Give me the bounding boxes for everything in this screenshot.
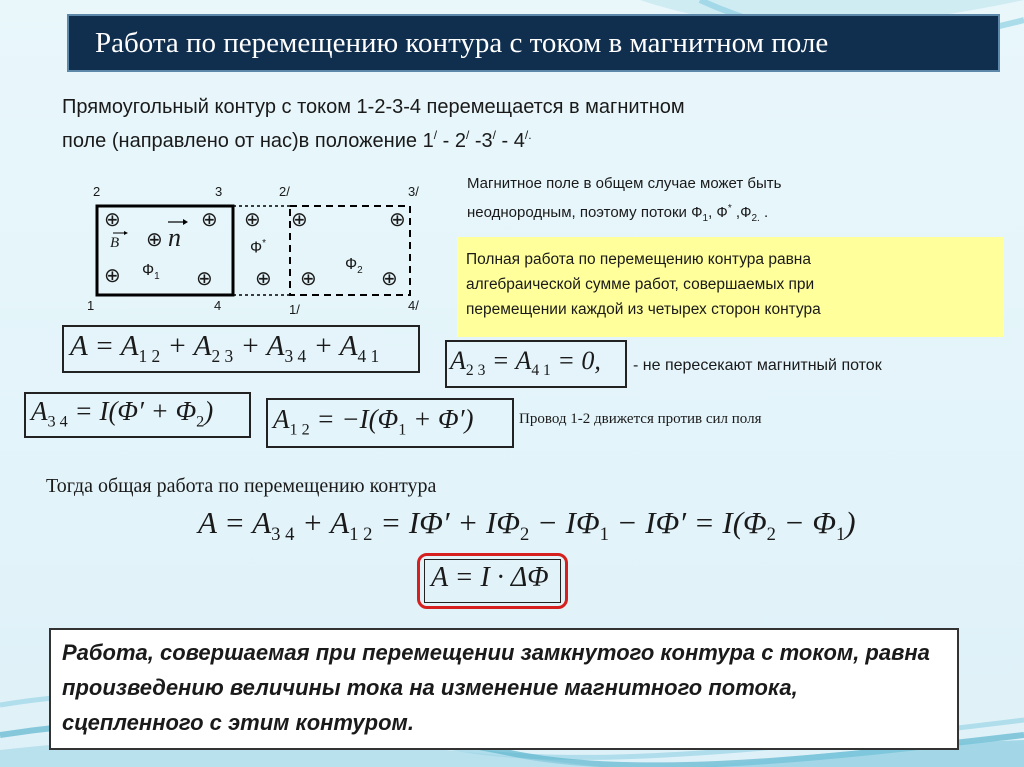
field-into-page-icon: ⊕ xyxy=(201,209,218,231)
field-into-page-icon: ⊕ xyxy=(389,209,406,231)
prime-3: / xyxy=(492,128,496,142)
eq-a12-close: + Φ′) xyxy=(406,404,474,434)
field-into-page-icon: ⊕ xyxy=(146,229,163,251)
eq-a12-a: A xyxy=(273,404,290,434)
tw-p7: ) xyxy=(845,505,856,540)
conclusion-text: Работа, совершаемая при перемещении замкнутого контура с током, равна произведению величины тока на изменение магнитного потока, сцепленного с этим контуром. xyxy=(62,640,930,735)
eq-a12-sub1: 1 xyxy=(398,420,407,439)
field-into-page-icon: ⊕ xyxy=(291,209,308,231)
note-mid-2: ,Ф xyxy=(731,204,752,221)
note-star: * xyxy=(727,203,732,214)
corner-1: 1 xyxy=(87,298,95,313)
prime-end: /. xyxy=(524,128,532,142)
equation-a12 xyxy=(273,404,473,439)
eq-zero: = 0, xyxy=(550,346,601,375)
phi2-sub: 2 xyxy=(357,265,363,277)
highlight-line-2: алгебраической сумме работ, совершаемых при xyxy=(466,276,815,293)
eq-a23-eq: = xyxy=(485,346,516,375)
field-into-page-icon: ⊕ xyxy=(381,268,398,290)
eq-a34-close: ) xyxy=(204,396,214,426)
tw-s4: 1 xyxy=(599,524,609,546)
eq-a34: A xyxy=(266,330,285,362)
note-sub-1: 1 xyxy=(702,213,709,224)
equation-a34 xyxy=(31,396,213,431)
sep-3: -3 xyxy=(469,130,493,152)
eq-a41: A xyxy=(339,330,358,362)
result-equation: A = I · ΔΦ xyxy=(431,562,549,593)
equation-total-work xyxy=(198,505,856,546)
tw-s1: 3 4 xyxy=(271,524,295,546)
eq-plus2: + xyxy=(233,330,267,362)
eq-a34-a: A xyxy=(31,396,48,426)
tw-s5: 2 xyxy=(766,524,776,546)
flux-phi1-label xyxy=(142,262,160,282)
eq-a12: A xyxy=(120,330,139,362)
note-line-2 xyxy=(467,203,768,224)
tw-s2: 1 2 xyxy=(349,524,373,546)
intro-line-2 xyxy=(62,130,532,153)
corner-4-prime: 4/ xyxy=(408,298,419,313)
flux-phi2-label xyxy=(345,256,363,276)
equation-a23-zero xyxy=(450,346,601,380)
eq-a23-a: A xyxy=(450,346,466,375)
note-end: . xyxy=(759,204,769,221)
sep-4: - 4 xyxy=(495,130,525,152)
tw-p4: − IΦ xyxy=(529,505,600,540)
phi2-symbol: Ф xyxy=(345,256,358,273)
tw-p6: − Φ xyxy=(775,505,836,540)
field-into-page-icon: ⊕ xyxy=(300,268,317,290)
eq-sub41: 4 1 xyxy=(357,345,380,366)
eq-plus1: + xyxy=(160,330,194,362)
corner-3-prime: 3/ xyxy=(408,184,419,199)
tw-p1: A = A xyxy=(198,505,272,540)
note-line-1: Магнитное поле в общем случае может быть xyxy=(467,175,782,192)
normal-n-label: n xyxy=(168,223,181,252)
eq-plus3: + xyxy=(306,330,340,362)
eq-a12-rest: = −I(Φ xyxy=(309,404,399,434)
eq-a: A xyxy=(70,330,88,362)
eq-sub12: 1 2 xyxy=(138,345,161,366)
eq-a34-sub2: 2 xyxy=(196,412,205,431)
eq-equals: = xyxy=(87,330,121,362)
note-line-2-text: неоднородным, поэтому потоки Ф xyxy=(467,204,703,221)
field-into-page-icon: ⊕ xyxy=(196,268,213,290)
tw-s3: 2 xyxy=(519,524,530,546)
corner-3: 3 xyxy=(215,184,223,199)
eq-a12-sub: 1 2 xyxy=(289,420,310,439)
eq-a41-a: A xyxy=(515,346,532,375)
wire-note: Провод 1-2 движется против сил поля xyxy=(519,411,762,427)
tw-p3: = IΦ′ + IΦ xyxy=(372,505,520,540)
eq-a23-sub: 2 3 xyxy=(465,362,486,380)
tw-s6: 1 xyxy=(836,524,846,546)
prime-2: / xyxy=(465,128,470,142)
corner-2: 2 xyxy=(93,184,101,199)
sep-2: - 2 xyxy=(437,130,466,152)
note-mid-1: , Ф xyxy=(708,204,728,221)
eq-a41-sub: 4 1 xyxy=(531,362,551,380)
then-text: Тогда общая работа по перемещению контура xyxy=(46,475,437,497)
eq-a34-rest: = I(Φ′ + Φ xyxy=(67,396,197,426)
note-sub-2: 2. xyxy=(751,213,760,224)
phi1-symbol: Ф xyxy=(142,262,155,279)
corner-1-prime: 1/ xyxy=(289,302,300,317)
eq-sub23: 2 3 xyxy=(211,345,234,366)
field-into-page-icon: ⊕ xyxy=(255,268,272,290)
eq-a23: A xyxy=(193,330,212,362)
corner-4: 4 xyxy=(214,298,222,313)
intro-line-1: Прямоугольный контур с током 1-2-3-4 перемещается в магнитном xyxy=(62,96,685,118)
vector-b-label: B xyxy=(110,235,120,251)
tw-p2: + A xyxy=(294,505,350,540)
n-arrowhead xyxy=(183,219,188,225)
zero-flux-note: - не пересекают магнитный поток xyxy=(633,357,882,374)
highlight-line-1: Полная работа по перемещению контура равна xyxy=(466,251,811,268)
eq-a34-sub: 3 4 xyxy=(47,412,68,431)
field-into-page-icon: ⊕ xyxy=(244,209,261,231)
tw-p5: − IΦ′ = I(Φ xyxy=(608,505,767,540)
field-into-page-icon: ⊕ xyxy=(104,265,121,287)
phi-star-symbol: Ф xyxy=(250,239,263,257)
phi-star-sup: * xyxy=(262,238,267,249)
intro-line-2-text: поле (направлено от нас)в положение 1 xyxy=(62,130,434,152)
corner-2-prime: 2/ xyxy=(279,184,290,199)
eq-sub34: 3 4 xyxy=(284,345,307,366)
highlight-line-3: перемещении каждой из четырех сторон контура xyxy=(466,301,821,318)
phi1-sub: 1 xyxy=(154,271,160,283)
slide-title: Работа по перемещению контура с током в магнитном поле xyxy=(95,27,829,59)
field-into-page-icon: ⊕ xyxy=(104,209,121,231)
equation-total-sum xyxy=(70,330,379,367)
highlight-text xyxy=(466,247,821,322)
b-arrowhead xyxy=(124,231,128,235)
flux-phi-star-label xyxy=(250,238,266,257)
prime-1: / xyxy=(433,128,438,142)
